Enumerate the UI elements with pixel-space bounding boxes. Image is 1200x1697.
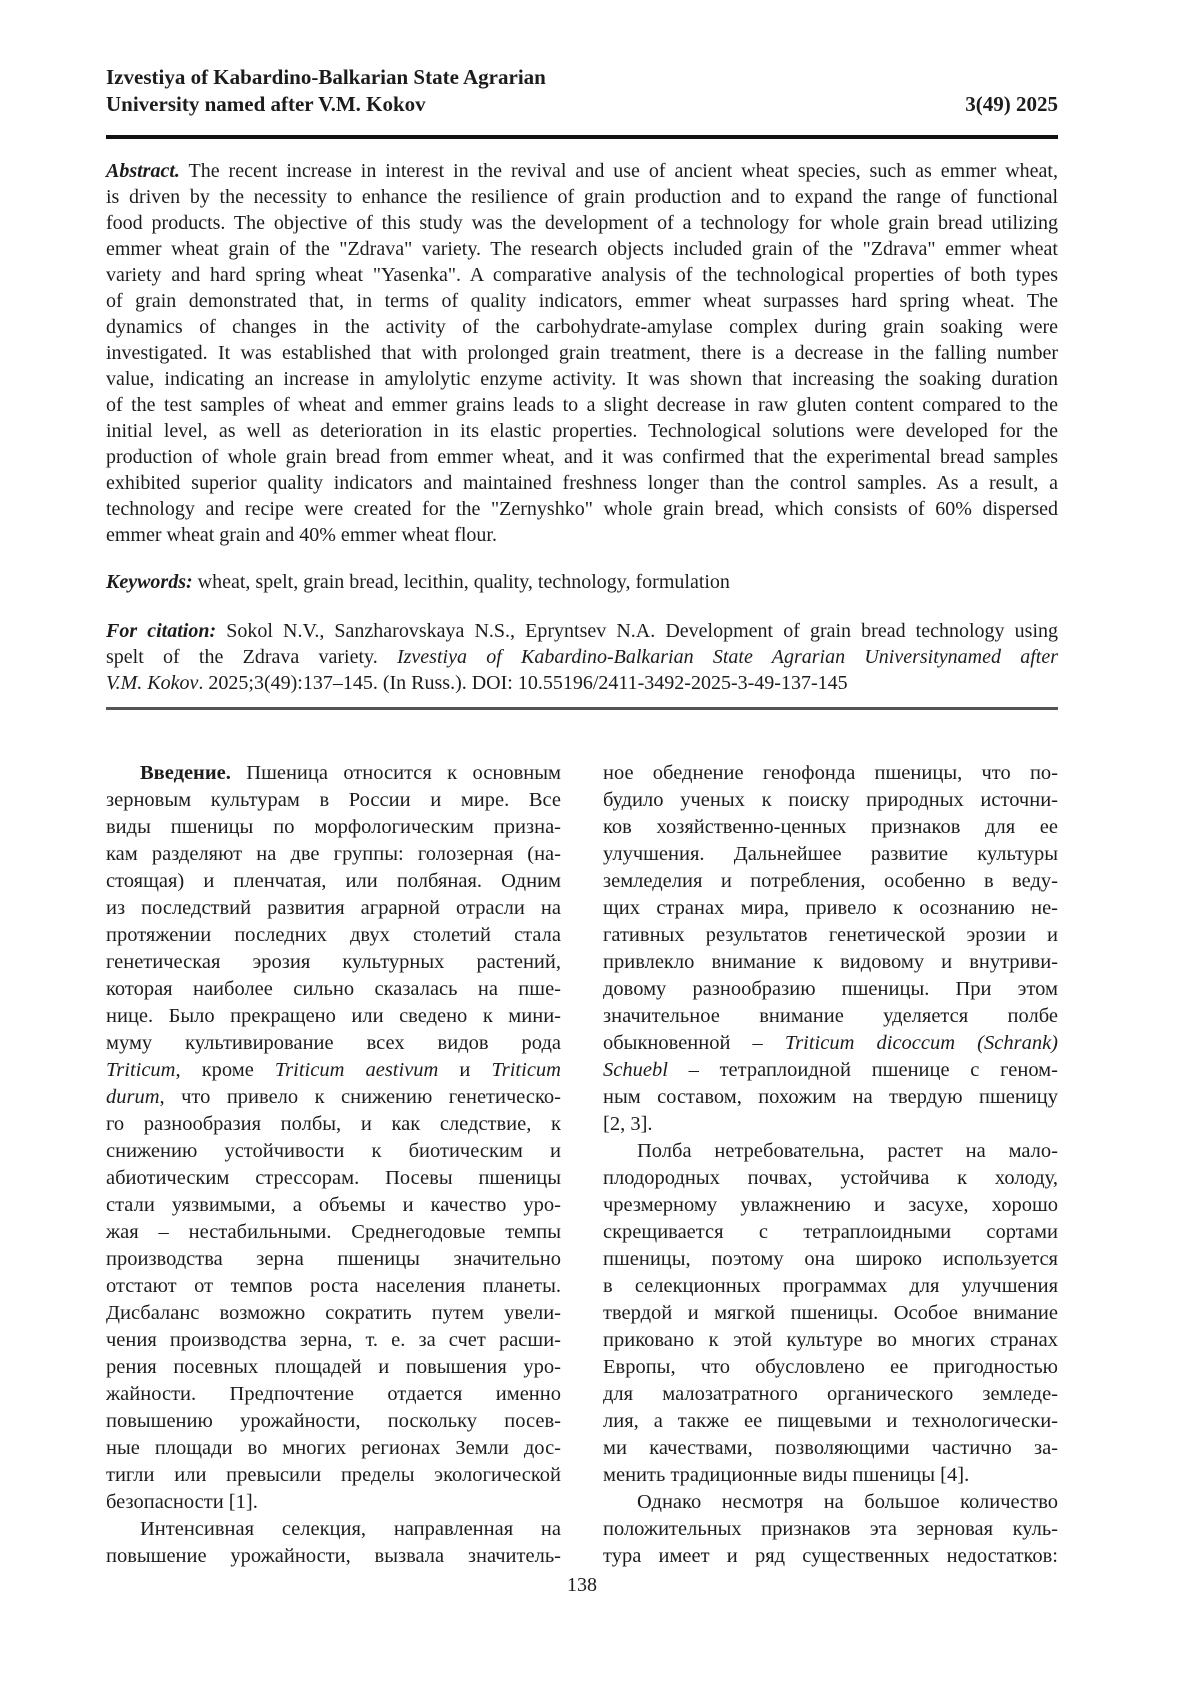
text-line: For citation: Sokol N.V., Sanzharovskaya N.S., Epryntsev N.A. Development of grain bread technology using xyxy=(106,620,1058,642)
text-line: Интенсивная селекция, направленная на xyxy=(140,1518,561,1540)
text-line: dynamics of changes in the activity of the carbohydrate-amylase complex during grain soaking were xyxy=(106,316,1058,338)
text-line: лия, а также ее пищевыми и технологически- xyxy=(603,1410,1058,1432)
right-column xyxy=(603,760,1058,1570)
text-line: Полба нетребовательна, растет на мало- xyxy=(637,1140,1058,1162)
text-line: гативных результатов генетической эрозии и xyxy=(603,924,1058,946)
text-line: food products. The objective of this study was the development of a technology for whole grain bread utilizing xyxy=(106,212,1058,234)
text-line: durum, что привело к снижению генетическо- xyxy=(106,1086,561,1108)
text-line: V.M. Kokov. 2025;3(49):137–145. (In Russ.). DOI: 10.55196/2411-3492-2025-3-49-137-145 xyxy=(106,672,848,694)
text-line: spelt of the Zdrava variety. Izvestiya of Kabardino-Balkarian State Agrarian Universitynamed after xyxy=(106,646,1058,668)
text-line: производства зерна пшеницы значительно xyxy=(106,1248,561,1270)
text-line: из последствий развития аграрной отрасли на xyxy=(106,897,561,919)
text-line: пшеницы, поэтому она широко используется xyxy=(603,1248,1058,1270)
text-line: положительных признаков эта зерновая куль- xyxy=(603,1518,1058,1540)
page-footer xyxy=(106,1572,1058,1598)
citation-section xyxy=(106,618,1058,696)
text-line: нице. Было прекращено или сведено к мини- xyxy=(106,1005,561,1027)
text-line: обыкновенной – Triticum dicoccum (Schrank) xyxy=(603,1032,1058,1054)
text-line: Однако несмотря на большое количество xyxy=(637,1491,1058,1513)
text-line: которая наиболее сильно сказалась на пше- xyxy=(106,978,561,1000)
text-line: Дисбаланс возможно сократить путем увели- xyxy=(106,1302,561,1324)
text-line: of the test samples of wheat and emmer grains leads to a slight decrease in raw gluten content compared to the xyxy=(106,394,1058,416)
text-line: протяжении последних двух столетий стала xyxy=(106,924,561,946)
text-line: тигли или превысили пределы экологической xyxy=(106,1464,561,1486)
text-line: улучшения. Дальнейшее развитие культуры xyxy=(603,843,1058,865)
journal-title-line1: Izvestiya of Kabardino-Balkarian State Agrarian xyxy=(106,65,546,89)
text-line: приковано к этой культуре во многих странах xyxy=(603,1329,1058,1351)
text-line: зерновым культурам в России и мире. Все xyxy=(106,789,561,811)
text-line: Triticum, кроме Triticum aestivum и Triticum xyxy=(106,1059,561,1081)
text-line: is driven by the necessity to enhance the resilience of grain production and to expand the range of functional xyxy=(106,186,1058,208)
text-line: абиотическим стрессорам. Посевы пшеницы xyxy=(106,1167,561,1189)
text-line: exhibited superior quality indicators and maintained freshness longer than the control samples. As a result, a xyxy=(106,472,1058,494)
text-line: чрезмерному увлажнению и засухе, хорошо xyxy=(603,1194,1058,1216)
text-line: Введение. Пшеница относится к основным xyxy=(140,762,561,784)
text-line: emmer wheat grain and 40% emmer wheat flour. xyxy=(106,524,497,546)
text-line: отстают от темпов роста населения планеты. xyxy=(106,1275,561,1297)
text-line: снижению устойчивости к биотическим и xyxy=(106,1140,561,1162)
text-line: ным составом, похожим на твердую пшеницу xyxy=(603,1086,1058,1108)
text-line: variety and hard spring wheat "Yasenka". A comparative analysis of the technological properties of both types xyxy=(106,264,1058,286)
text-line: value, indicating an increase in amylolytic enzyme activity. It was shown that increasing the soaking duration xyxy=(106,368,1058,390)
text-line: ные площади во многих регионах Земли дос- xyxy=(106,1437,561,1459)
text-line: безопасности [1]. xyxy=(106,1491,258,1513)
text-line: ми качествами, позволяющими частично за- xyxy=(603,1437,1058,1459)
text-line: генетическая эрозия культурных растений, xyxy=(106,951,561,973)
keywords-section xyxy=(106,569,1058,595)
text-line: initial level, as well as deterioration in its elastic properties. Technological solutions were developed for the xyxy=(106,420,1058,442)
issue-number: 3(49) 2025 xyxy=(965,92,1058,116)
text-line: привлекло внимание к видовому и внутриви- xyxy=(603,951,1058,973)
text-line: ков хозяйственно-ценных признаков для ее xyxy=(603,816,1058,838)
left-column xyxy=(106,760,561,1570)
text-line: [2, 3]. xyxy=(603,1113,653,1135)
text-line: земледелия и потребления, особенно в веду- xyxy=(603,870,1058,892)
article-body xyxy=(106,760,1058,1570)
text-line: щих странах мира, привело к осознанию не- xyxy=(603,897,1058,919)
text-line: Европы, что обусловлено ее пригодностью xyxy=(603,1356,1058,1378)
abstract-section xyxy=(106,158,1058,548)
text-line: тура имеет и ряд существенных недостатков: xyxy=(603,1545,1058,1567)
text-line: of grain demonstrated that, in terms of quality indicators, emmer wheat surpasses hard spring wheat. The xyxy=(106,290,1058,312)
text-line: стали уязвимыми, а объемы и качество уро- xyxy=(106,1194,561,1216)
text-line: жайности. Предпочтение отдается именно xyxy=(106,1383,561,1405)
header-rule xyxy=(106,135,1058,139)
journal-title-line2: University named after V.M. Kokov xyxy=(106,92,426,116)
text-line: го разнообразия полбы, и как следствие, к xyxy=(106,1113,561,1135)
text-line: повышению урожайности, поскольку посев- xyxy=(106,1410,561,1432)
text-line: production of whole grain bread from emmer wheat, and it was confirmed that the experimental bread samples xyxy=(106,446,1058,468)
journal-header xyxy=(106,64,1058,139)
text-line: рения посевных площадей и повышения уро- xyxy=(106,1356,561,1378)
text-line: значительное внимание уделяется полбе xyxy=(603,1005,1058,1027)
text-line: будило ученых к поиску природных источни- xyxy=(603,789,1058,811)
text-line: жая – нестабильными. Среднегодовые темпы xyxy=(106,1221,561,1243)
text-line: для малозатратного органического земледе- xyxy=(603,1383,1058,1405)
text-line: менить традиционные виды пшеницы [4]. xyxy=(603,1464,970,1486)
text-line: Keywords: wheat, spelt, grain bread, lecithin, quality, technology, formulation xyxy=(106,571,730,593)
text-line: чения производства зерна, т. е. за счет расши- xyxy=(106,1329,561,1351)
text-line: Schuebl – тетраплоидной пшенице с геном- xyxy=(603,1059,1058,1081)
text-line: emmer wheat grain of the "Zdrava" variety. The research objects included grain of the "Zdrava" emmer wheat xyxy=(106,238,1058,260)
text-line: повышение урожайности, вызвала значитель- xyxy=(106,1545,561,1567)
text-line: technology and recipe were created for the "Zernyshko" whole grain bread, which consists of 60% dispersed xyxy=(106,498,1058,520)
text-line: довому разнообразию пшеницы. При этом xyxy=(603,978,1058,1000)
text-line: виды пшеницы по морфологическим призна- xyxy=(106,816,561,838)
text-line: в селекционных программах для улучшения xyxy=(603,1275,1058,1297)
section-divider xyxy=(106,707,1058,710)
page-number: 138 xyxy=(567,1574,597,1596)
text-line: стоящая) и пленчатая, или полбяная. Одним xyxy=(106,870,561,892)
text-line: ное обеднение генофонда пшеницы, что по- xyxy=(603,762,1058,784)
text-line: плодородных почвах, устойчива к холоду, xyxy=(603,1167,1058,1189)
text-line: Abstract. The recent increase in interest in the revival and use of ancient wheat species, such as emmer wheat, xyxy=(106,160,1058,182)
text-line: скрещивается с тетраплоидными сортами xyxy=(603,1221,1058,1243)
text-line: кам разделяют на две группы: голозерная (на- xyxy=(106,843,561,865)
text-line: твердой и мягкой пшеницы. Особое внимание xyxy=(603,1302,1058,1324)
text-line: investigated. It was established that with prolonged grain treatment, there is a decrease in the falling number xyxy=(106,342,1058,364)
text-line: муму культивирование всех видов рода xyxy=(106,1032,561,1054)
